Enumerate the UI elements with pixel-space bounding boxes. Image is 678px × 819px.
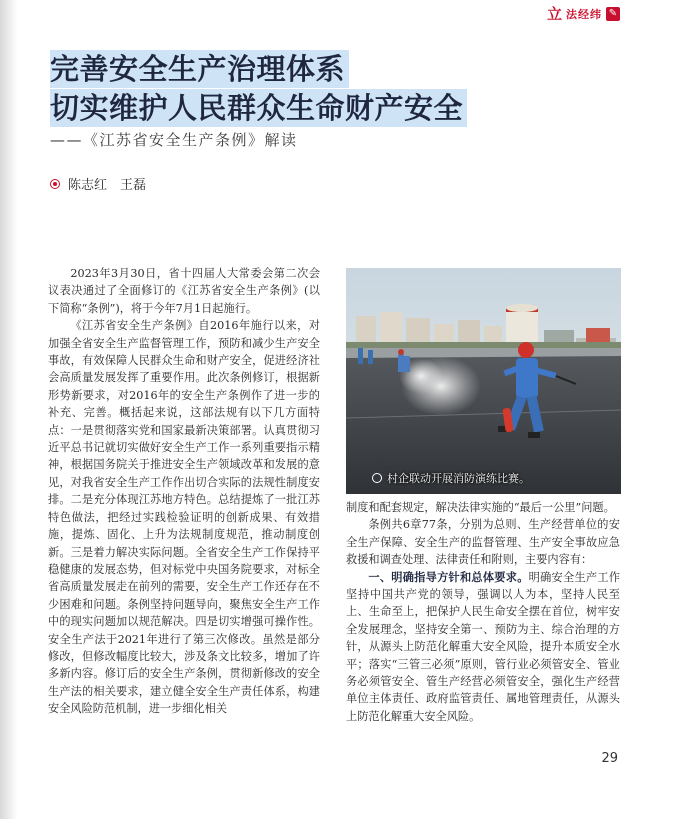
page-number: 29: [601, 751, 618, 766]
photo-caption: [372, 470, 530, 486]
section-header: [547, 3, 620, 24]
article-title-line-2: 切实维护人民群众生命财产安全: [50, 89, 467, 127]
left-text-column: [48, 265, 320, 718]
pen-icon: ✎: [606, 7, 620, 21]
paragraph: 2023年3月30日，省十四届人大常委会第二次会议表决通过了全面修订的《江苏省安全生产条例》(以下简称“条例”)，将于今年7月1日起施行。: [48, 267, 320, 315]
paragraph-body: 明确安全生产工作坚持中国共产党的领导，强调以人为本，坚持人民至上、生命至上，把保护人民生命安全摆在首位，树牢安全发展理念，坚持安全第一、预防为主、综合治理的方针，从源头上防范化解重大安全风险，提升本质安全水平；落实“三管三必须”原则，管行业必须管安全、管业务必须管安全、管生产经营必须管安全，强化生产经营单位主体责任、政府监管责任、属地管理责任，从源头上防范化解重大安全风险。: [346, 570, 620, 723]
right-text-column: [346, 499, 620, 725]
section-heading: 一、明确指导方针和总体要求。: [368, 569, 529, 584]
photo-caption-text: 村企联动开展消防演练比赛。: [387, 472, 530, 485]
magazine-logo: 立: [546, 5, 562, 23]
fire-drill-photo: [346, 268, 621, 494]
paragraph: [346, 569, 620, 726]
page-gutter-shadow: [0, 0, 18, 819]
article-photo: [346, 268, 621, 494]
author-bullet-icon: [50, 179, 60, 189]
article-title-block: [50, 50, 467, 150]
paragraph: 制度和配套规定，解决法律实施的“最后一公里”问题。: [346, 501, 615, 514]
article-title-line-1: 完善安全生产治理体系: [50, 50, 349, 88]
article-subtitle: ——《江苏省安全生产条例》解读: [50, 131, 298, 149]
paragraph: 条例共6章77条，分别为总则、生产经营单位的安全生产保障、安全生产的监督管理、生产安全事故应急救援和调查处理、法律责任和附则，主要内容有：: [346, 518, 620, 567]
paragraph: 《江苏省安全生产条例》自2016年施行以来，对加强全省安全生产监督管理工作，预防和减少生产安全事故，有效保障人民群众生命和财产安全，促进经济社会高质量发展发挥了重要作用。此次条例修订，根据新形势新要求，对2016年的安全生产条例作了进一步的补充、完善。概括起来说，这部法规有以下几方面特点：一是贯彻落实党和国家最新决策部署。认真贯彻习近平总书记就切实做好安全生产工作一系列重要指示精神，根据国务院关于推进安全生产领域改革和发展的意见，对我省安全生产工作作出切合实际的法规性制度安排。二是充分体现江苏地方特色。总结提炼了一批江苏特色做法，把经过实践检验证明的创新成果、有效措施，提炼、固化、上升为法规制度规范，推动制度创新。三是着力解决实际问题。全省安全生产工作保持平稳健康的发展态势，但对标党中央国务院要求，对标全省高质量发展走在前列的需要，安全生产工作还存在不少困难和问题。条例坚持问题导向，聚焦安全生产工作中的现实问题加以规范解决。四是切实增强可操作性。安全生产法于2021年进行了第三次修改。虽然是部分修改，但修改幅度比较大，涉及条文比较多，增加了许多新内容。修订后的安全生产条例，贯彻新修改的安全生产法的相关要求，建立健全安全生产责任体系，构建安全风险防范机制，进一步细化相关: [48, 319, 320, 716]
author-names: 陈志红 王磊: [68, 178, 147, 193]
camera-icon: [372, 473, 382, 483]
section-name: 法经纬: [566, 7, 602, 21]
author-line: [50, 174, 146, 193]
